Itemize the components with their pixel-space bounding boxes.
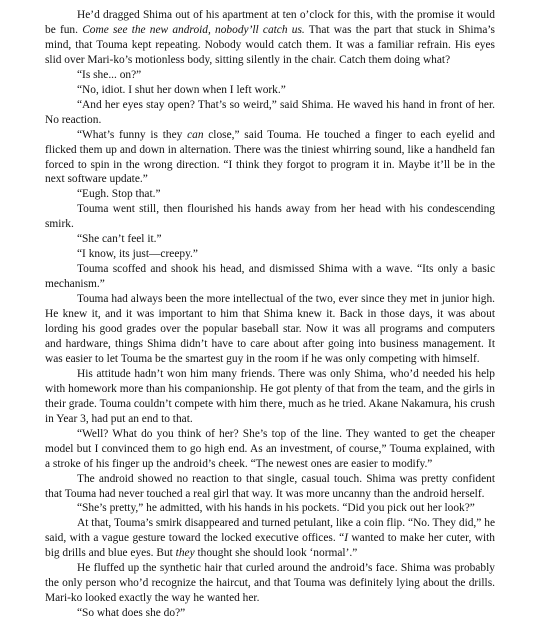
- italic-text: Come see the new android, nobody’ll catch us.: [82, 23, 305, 36]
- italic-text: I: [344, 532, 348, 545]
- text-run: “I know, its just—creepy.”: [77, 248, 198, 261]
- paragraph: [45, 128, 495, 188]
- text-run: “She’s pretty,” he admitted, with his hands in his pockets. “Did you pick out her look?”: [77, 502, 475, 515]
- paragraph: [45, 98, 495, 128]
- text-run: “No, idiot. I shut her down when I left work.”: [77, 83, 286, 96]
- text-run: At that, Touma’s smirk disappeared and turned petulant, like a coin flip. “No. They did,” he said, with a vague gesture toward the locked executive offices. “: [45, 517, 495, 545]
- paragraph: [45, 292, 495, 367]
- paragraph: [45, 427, 495, 472]
- paragraph: [45, 561, 495, 606]
- text-run: That was the part that stuck in Shima’s mind, that Touma kept repeating. Nobody would catch them. It was a familiar refrain. His eyes slid over Mari-ko’s motionless body, sitting silently in the chair. Catch them doing what?: [45, 23, 495, 66]
- text-run: “Well? What do you think of her? She’s top of the line. They wanted to get the cheaper model but I convinced them to go high end. As an investment, of course,” Touma explained, with a stroke of his finger up the android’s cheek. “The newest ones are easier to modify.”: [45, 427, 495, 470]
- italic-text: can: [187, 128, 204, 141]
- paragraph: [45, 8, 495, 68]
- text-run: “So what does she do?”: [77, 607, 186, 620]
- text-run: “Eugh. Stop that.”: [77, 188, 161, 201]
- text-run: “What’s funny is they: [77, 128, 188, 141]
- paragraph: [45, 247, 495, 262]
- paragraph: [45, 83, 495, 98]
- text-run: Touma went still, then flourished his hands away from her head with his condescending smirk.: [45, 203, 495, 231]
- paragraph: [45, 262, 495, 292]
- text-run: His attitude hadn’t won him many friends. There was only Shima, who’d needed his help with homework more than his companionship. He got plenty of that from the team, and the girls in their grade. Touma couldn’t compete with him there, much as he tried. Akane Nakamura, his crush in Year 3, had put an end to that.: [45, 367, 495, 425]
- text-run: He’d dragged Shima out of his apartment at ten o’clock for this, with the promise it would be fun.: [45, 9, 495, 36]
- paragraph: [45, 501, 495, 516]
- italic-text: they: [175, 547, 195, 560]
- paragraph: [45, 187, 495, 202]
- text-run: The android showed no reaction to that single, casual touch. Shima was pretty confident that Touma had never touched a real girl that way. It was more uncanny than the android herself.: [45, 472, 495, 500]
- paragraph: [45, 202, 495, 232]
- text-run: Touma scoffed and shook his head, and dismissed Shima with a wave. “Its only a basic mechanism.”: [45, 263, 495, 291]
- paragraph: [45, 472, 495, 502]
- text-run: thought she should look ‘normal’.”: [194, 547, 358, 560]
- text-run: Touma had always been the more intellectual of the two, ever since they met in junior high. He knew it, and it was important to him that Shima knew it. Back in those days, it was about lording his good grades over the popular baseball star. Now it was all programs and computers and hardware, things Shima didn’t have to care about after going into business management. It was easier to let Touma be the smartest guy in the room if he was only competing with himself.: [45, 293, 495, 365]
- paragraph: [45, 68, 495, 83]
- text-run: “And her eyes stay open? That’s so weird,” said Shima. He waved his hand in front of her. No reaction.: [45, 98, 495, 126]
- paragraph: [45, 516, 495, 561]
- paragraph: [45, 367, 495, 427]
- text-run: “Is she... on?”: [77, 68, 142, 81]
- text-run: close,” said Touma. He touched a finger to each eyelid and flicked them up and down in alternation. There was the tiniest whirring sound, like a handheld fan forced to spin in the wrong direction. “I think they forgot to program it in. Maybe it’ll be in the next software update.”: [45, 128, 495, 186]
- text-run: He fluffed up the synthetic hair that curled around the android’s face. Shima was probably the only person who’d recognize the haircut, and that Touma was definitely lying about the drills. Mari-ko looked exactly the way he wanted her.: [45, 562, 495, 605]
- paragraph: [45, 606, 495, 621]
- text-run: wanted to make her cuter, with big drills and blue eyes. But: [45, 532, 495, 560]
- text-run: “She can’t feel it.”: [77, 233, 162, 246]
- paragraph: [45, 232, 495, 247]
